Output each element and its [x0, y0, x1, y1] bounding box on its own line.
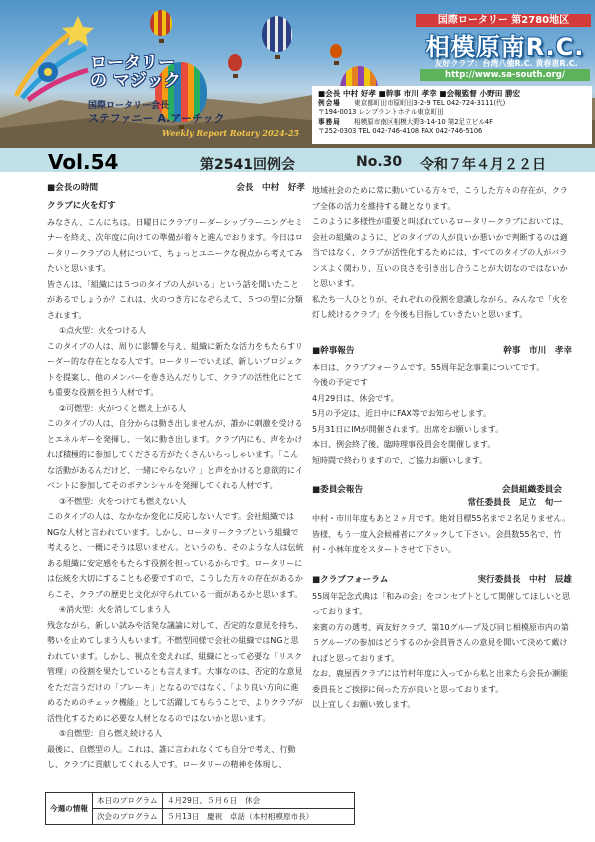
left-column [47, 181, 305, 773]
report-line: 本日は、クラブフォーラムです。55周年記念事業についてです。 [312, 362, 545, 372]
paragraph: みなさん、こんにちは。日曜日にクラブリーダーシップラーニングセミナーを終え、次年度に向けての準備が着々と進んでおります。今日はロータリークラブの人材について、ちょっとユニークな視点から考えてみたいと思います。 [47, 217, 303, 273]
program-value: ５月13日 慶祝 卓話（本村相模原市長） [162, 809, 354, 825]
report-line: 本日、例会終了後、臨時理事役員会を開催します。 [312, 440, 496, 449]
secretary-section-heading [312, 344, 572, 360]
paragraph: 残念ながら、新しい試みや活発な議論に対して、否定的な意見を持ち、勢いを止めてしまう人もいます。不燃型同様で会社の組織ではNGと思われています。しかし、視点を変えれば、組織にとって必要な「リスク管理」の役割を果たしているとも言えます。大事なのは、否定的な意見をただ言うだけの「ブレーキ」となるのではなく、「より良い方向に進めるためのチェック機能」として活躍してもらうことで、よりクラブが活性化するために必要な人材となるのではないかと思います。 [47, 620, 303, 723]
section-byline: 会長 中村 好孝 [236, 183, 305, 193]
hot-air-balloon-icon [150, 10, 172, 36]
type-heading: ③不燃型：火をつけても燃えない人 [59, 496, 187, 506]
section-title: ■委員会報告 [312, 485, 364, 495]
meeting-place-venue: 〒194-0013 レンブラントホテル東京町田 [318, 108, 444, 117]
officers-line: ■会長 中村 好孝 ■幹事 市川 孝幸 ■会報監督 小野田 勝宏 [318, 89, 521, 98]
president-section-heading [47, 181, 305, 197]
committee-name: 会員組織委員会 [501, 485, 562, 495]
issue-date: 令和７年４月２２日 [420, 157, 546, 173]
committee-section-heading [312, 483, 572, 511]
issue-number: No.30 [356, 154, 403, 170]
club-info-box [312, 86, 592, 144]
type-heading: ①点火型：火をつける人 [59, 326, 147, 335]
office-label: 事務局 [318, 117, 341, 126]
right-column [312, 183, 572, 713]
masthead [0, 0, 595, 148]
type-heading: ②可燃型：火がつくと燃え上がる人 [59, 403, 187, 413]
table-row [46, 809, 355, 825]
program-label: 本日のプログラム [92, 793, 162, 809]
section-byline: 実行委員長 中村 辰雄 [477, 574, 572, 585]
paragraph-continued: 地域社会のために常に動いている方々で、こうした方々の存在が、クラブ全体の活力を維持する鍵となります。 [312, 186, 568, 211]
paragraph: 私たち一人ひとりが、それぞれの役割を意識しながら、みんなで「火を灯し続けるクラブ」を今後も目指していきたいと思います。 [312, 294, 568, 319]
rotary-magic-star-logo [8, 14, 94, 104]
paragraph: このタイプの人は、周りに影響を与え、組織に新たな活力をもたらすリーダー的な存在となる人です。ロータリーでいえば、新しいプロジェクトを提案し、他のメンバーを巻き込んだりして、クラブの活性化にとても重要な役割を担う人材です。 [47, 341, 303, 397]
paragraph: なお、鹿屋西クラブには竹村年度に入ってから私と出来たら会長か瀬能委員長とご挨拶に伺った方が良いと思っております。 [312, 669, 568, 694]
hot-air-balloon-icon [228, 54, 242, 71]
section-byline: 常任委員長 足立 旬一 [467, 498, 562, 508]
paragraph: このタイプの人は、なかなか変化に反応しない人です。会社組織ではNGな人材と言われています。しかし、ロータリークラブという組織で考えると、一概にそうは思いません。というのも、そのような人は伝統ある組織に安定感をもたらす役割を担っているからです。ロータリーには伝統を大切にすることも必要ですので、こうした方々の存在があるからこそ、クラブの歴史と文化が守られている一面があるかと思います。 [47, 512, 304, 599]
office-line [318, 118, 586, 127]
hot-air-balloon-icon [262, 16, 292, 52]
type-heading: ⑤自燃型：自ら燃え続ける人 [59, 729, 163, 738]
section-title: ■会長の時間 [47, 183, 99, 193]
weekly-info-label: 今週の情報 [46, 793, 93, 825]
program-value: ４月29日、５月６日 休会 [162, 793, 354, 809]
report-line: 今後の予定です [312, 378, 368, 387]
theme-logo-text: ロータリーの マジック [90, 53, 181, 91]
meeting-number: 第2541回例会 [200, 157, 295, 173]
report-line: 4月29日は、休会です。 [312, 393, 399, 403]
section-title: ■幹事報告 [312, 345, 355, 356]
club-url-link[interactable]: http://www.sa-south.org/ [420, 69, 590, 81]
meeting-place-line-2 [318, 108, 586, 117]
ri-president-name: ステファニー A.アーチック [88, 112, 225, 125]
sister-club-label: 友好クラブ：台湾八徳R.C. 黄春恵R.C. [434, 59, 578, 68]
table-row [46, 793, 355, 809]
hot-air-balloon-icon [330, 44, 342, 58]
article-subtitle: クラブに火を灯す [47, 201, 116, 211]
office-line-2 [318, 127, 586, 136]
weekly-report-caption: Weekly Report Rotary 2024-25 [162, 128, 300, 138]
ri-president-title: 国際ロータリー会長 [88, 101, 170, 111]
section-byline: 幹事 市川 孝幸 [503, 345, 572, 356]
district-label: 国際ロータリー 第2780地区 [416, 14, 591, 27]
paragraph: 来賓の方の選考、両友好クラブ、第10グループ及び同じ相模原市内の第５グループの参加はどうするのか会員皆さんの意見を聞いて決めて戴ければと思っております。 [312, 622, 569, 663]
paragraph: 最後に、自燃型の人。これは、誰に言われなくても自分で考え、行動し、クラブに貢献してくれる人です。ロータリーの精神を体現し、 [47, 744, 296, 769]
paragraph: 中村・市川年度もあと２ヶ月です。絶対目標55名まで２名足りません。皆様、もう一度入会候補者にアタックして下さい。会員数55名で、竹村・小林年度をスタートさせて下さい。 [312, 514, 571, 554]
meeting-place-label: 例会場 [318, 99, 341, 108]
forum-section-heading [312, 573, 572, 589]
office-contact: 〒252-0303 TEL 042-746-4108 FAX 042-746-5106 [318, 126, 483, 135]
meeting-place-address: 東京都町田市原町田3-2-9 TEL 042-724-3111(代) [354, 99, 506, 108]
report-line: 短時間で終わりますので、ご協力お願いします。 [312, 455, 488, 465]
paragraph: 以上宜しくお願い致します。 [312, 700, 416, 709]
volume-number: Vol.54 [48, 150, 119, 174]
report-line: 5月の予定は、近日中にFAX等でお知らせします。 [312, 409, 492, 418]
paragraph: 皆さんは、「組織には５つのタイプの人がいる」という話を聞いたことがあるでしょうか？これは、火のつき方になぞらえて、５つの型に分類されます。 [47, 279, 303, 320]
report-line: 5月31日にIMが開催されます。出席をお願いします。 [312, 424, 504, 434]
paragraph: このように多様性が重要と叫ばれているロータリークラブにおいては、会社の組織のように、どのタイプの人が良いか悪いかで判断するのは適当ではなく、クラブが活性化するためには、すべてのタイプの人がバランスよく関わり、互いの良さを引き出し合うことが大切なのではないかと思います。 [312, 217, 568, 288]
section-title: ■クラブフォーラム [312, 574, 389, 585]
type-heading: ④消火型：火を消してしまう人 [59, 605, 171, 614]
paragraph: 55周年記念式典は「和みの会」をコンセプトとして開催してほしいと思っております。 [312, 591, 571, 616]
program-label: 次会のプログラム [92, 809, 162, 825]
weekly-info-table [45, 792, 355, 825]
paragraph: このタイプの人は、自分からは動き出しませんが、誰かに刺激を受けるとエネルギーを発揮し、一気に動き出します。クラブ内にも、声をかければ積極的に参加してくださる方がたくさんいらっしゃいます。「こんな活動があるんだけど、一緒にやらない？」と声をかけると意欲的にイベントに参加してそのポテンシャルを発揮してくれる人材です。 [47, 419, 303, 490]
club-name: 相模原南R.C. [425, 33, 585, 61]
office-address: 相模原市南区相模大野3-14-10 第2足立ビル4F [354, 117, 493, 126]
